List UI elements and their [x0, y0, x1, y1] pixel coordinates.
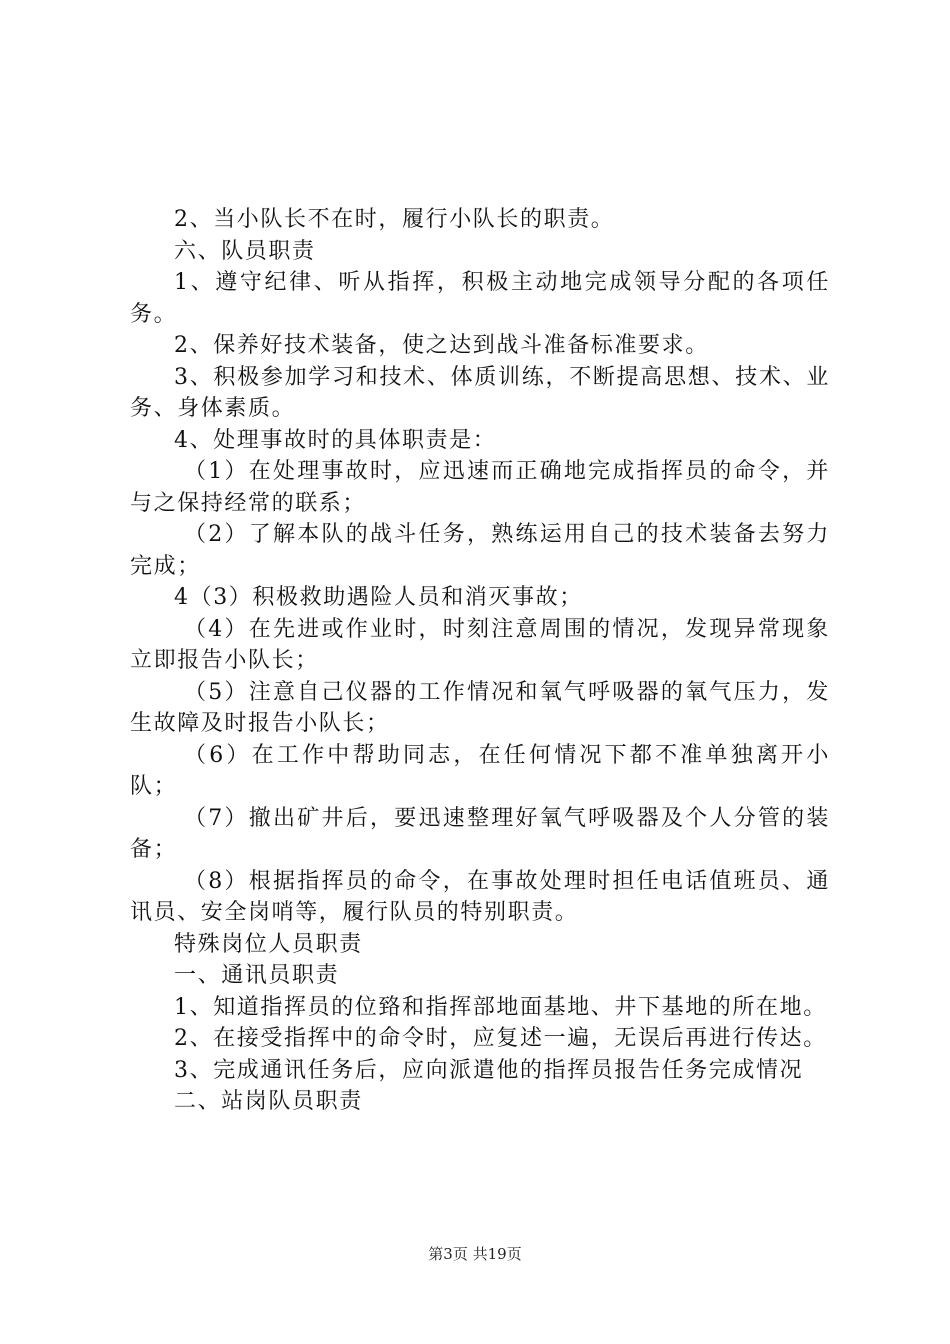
- list-item: （5）注意自己仪器的工作情况和氧气呼吸器的氧气压力，发生故障及时报告小队长；: [130, 679, 830, 736]
- paragraph: 4、处理事故时的具体职责是：: [174, 427, 497, 453]
- list-item: 4（3）积极救助遇险人员和消灭事故；: [174, 585, 583, 610]
- page-number: 第3页 共19页: [428, 1245, 522, 1263]
- list-item: （8）根据指挥员的命令，在事故处理时担任电话值班员、通讯员、安全岗哨等，履行队员的特别职责。: [130, 868, 830, 925]
- paragraph: 2、当小队长不在时，履行小队长的职责。: [174, 207, 615, 232]
- list-item: （4）在先进或作业时，时刻注意周围的情况，发现异常现象立即报告小队长；: [130, 616, 830, 673]
- list-item: （6）在工作中帮助同志，在任何情况下都不准单独离开小队；: [130, 742, 830, 799]
- list-item: （7）撤出矿井后，要迅速整理好氧气呼吸器及个人分管的装备；: [130, 805, 830, 862]
- section-heading: 一、通讯员职责: [174, 963, 340, 988]
- section-heading: 二、站岗队员职责: [174, 1089, 363, 1114]
- section-heading: 六、队员职责: [174, 238, 316, 264]
- list-item: （2）了解本队的战斗任务，熟练运用自己的技术装备去努力完成；: [130, 522, 830, 579]
- paragraph: 2、保养好技术装备，使之达到战斗准备标准要求。: [174, 333, 709, 358]
- paragraph: 3、积极参加学习和技术、体质训练，不断提高思想、技术、业务、身体素质。: [130, 364, 830, 421]
- list-item: （1）在处理事故时，应迅速而正确地完成指挥员的命令，并与之保持经常的联系；: [130, 459, 830, 516]
- paragraph: 1、知道指挥员的位臵和指挥部地面基地、井下基地的所在地。: [174, 994, 827, 1020]
- paragraph: 1、遵守纪律、听从指挥，积极主动地完成领导分配的各项任务。: [130, 270, 830, 327]
- section-heading: 特殊岗位人员职责: [174, 931, 363, 957]
- document-body: [130, 204, 830, 1118]
- paragraph: 3、完成通讯任务后，应向派遣他的指挥员报告任务完成情况: [174, 1057, 804, 1083]
- paragraph: 2、在接受指挥中的命令时，应复述一遍，无误后再进行传达。: [174, 1026, 827, 1051]
